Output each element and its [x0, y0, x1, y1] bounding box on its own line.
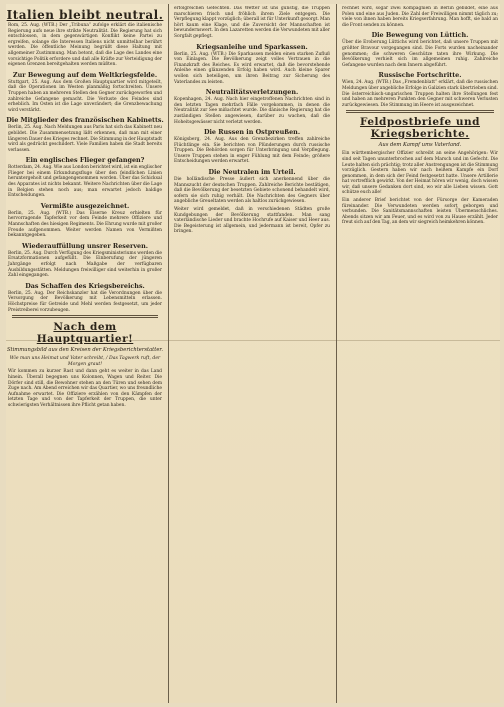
headline-hauptquartier: Nach dem Hauptquartier! [36, 321, 134, 346]
subheadline: Die Bewegung von Lüttich. [371, 31, 469, 40]
subheadline: Das Schaffen des Kriegsbereichs. [25, 281, 145, 290]
subheadline: Russische Fortschritte. [378, 71, 462, 80]
article-text: Berlin, 25. Aug. (WTB.) Das Eiserne Kreuz erhielten für hervorragende Tapferkeit vor dem Feinde mehrere Offiziere und Mannschaften des hiesigen Regiments. Die Ehrung wurde mit großer Freude aufgenommen. Weiter werden Namen von Vermißten bekanntgegeben. [8, 210, 162, 239]
article-text: erfolgreichen Gefechten. Das Wetter ist uns günstig, die Truppen marschieren frisch und fröhlich ihrem Ziele entgegen. Die Verpflegung klappt vorzüglich; überall ist für Unterkunft gesorgt. Man hört kaum eine Klage, und die Zuversicht der Mannschaften ist bewundernswert. In den Lazaretten werden die Verwundeten mit aller Sorgfalt gepflegt. [174, 6, 330, 39]
article-text: Rom, 25. Aug. (WTB.) Der „Tribuna“ zufolge erklärt die italienische Regierung aufs neue ihre strikte Neutralität. Die Regierung hat sich entschlossen, in dem gegenwärtigen Konflikt keine Partei zu ergreifen, solange die Interessen Italiens nicht unmittelbar berührt werden. Die öffentliche Meinung begrüßt diese Haltung mit allgemeiner Zustimmung. Man betont, daß die Lage des Landes eine vorsichtige Politik erfordere und daß alle Kräfte zur Verteidigung der eigenen Grenzen bereitgehalten werden müßten. [8, 23, 162, 68]
article-text: Über die Eroberung Lüttichs wird berichtet, daß unsere Truppen mit größter Bravour vorgegangen sind. Die Forts wurden nacheinander genommen; die schweren Geschütze taten ihre Wirkung. Die Bevölkerung verhielt sich im allgemeinen ruhig. Zahlreiche Gefangene wurden nach dem Innern abgeführt. [342, 40, 498, 68]
article-text: Kopenhagen, 24. Aug. Nach hier eingetroffenen Nachrichten sind in den letzten Tagen mehrfach Fälle vorgekommen, in denen die Neutralität zur See mißachtet wurde. Die dänische Regierung hat die zuständigen Stellen angewiesen, darüber zu wachen, daß die Hoheitsgewässer nicht verletzt werden. [174, 97, 330, 125]
column-middle [172, 6, 332, 701]
article-text: rechnet wird, sogar zwei Kompagnien in Berlin gebildet, eine aus Polen und eine aus Juden. Die Zahl der Freiwilligen nimmt täglich zu; viele von ihnen haben bereits Kriegserfahrung. Man hofft, sie bald an die Front senden zu können. [342, 6, 498, 28]
article-text: Königsberg, 24. Aug. Aus den Grenzbezirken treffen zahlreiche Flüchtlinge ein. Sie berichten von Plünderungen durch russische Truppen. Die Behörden sorgen für Unterbringung und Verpflegung. Unsere Truppen stehen in enger Fühlung mit dem Feinde; größere Entscheidungen werden erwartet. [174, 137, 330, 165]
article-text: Ein württembergischer Offizier schreibt an seine Angehörigen: Wir sind seit Tagen ununterbrochen auf dem Marsch und im Gefecht. Die Leute halten sich prächtig; trotz aller Anstrengungen ist die Stimmung vorzüglich. Gestern haben wir nach heißem Kampfe ein Dorf genommen, in dem sich der Feind festgesetzt hatte. Unsere Artillerie hat vortrefflich gewirkt. Von der Heimat hören wir wenig, doch wissen wir, daß unsere Gedanken dort sind, wo wir alle Lieben wissen. Gott schütze euch alle! [342, 151, 498, 196]
column-right [340, 6, 500, 701]
subheadline: Ein englisches Flieger gefangen? [25, 156, 145, 165]
subheadline: Die Russen in Ostpreußen. [203, 128, 301, 137]
article-text: Berlin, 25. Aug. Durch Verfügung des Kriegsministeriums werden die Ersatzformationen aufgefüllt. Die Einberufung der jüngeren Jahrgänge erfolgt nach Maßgabe der verfügbaren Ausbildungsstätten. Meldungen freiwilliger sind weiterhin in großer Zahl eingegangen. [8, 250, 162, 279]
headline-subtitle: Aus dem Kampf ums Vaterland. [378, 142, 462, 149]
article-text: Berlin, 25. Aug. Nach Meldungen aus Paris hat sich das Kabinett neu gebildet. Die Zusammensetzung läßt erkennen, daß man mit einer längeren Dauer des Krieges rechnet. Die Stimmung in der Hauptstadt wird als gedrückt geschildert. Viele Familien haben die Stadt bereits verlassen. [8, 125, 162, 153]
column-left [6, 6, 164, 701]
article-text: Berlin, 25. Aug. Der Reichskanzler hat die Verordnungen über die Versorgung der Bevölkerung mit Lebensmitteln erlassen. Höchstpreise für Getreide und Mehl werden festgesetzt, um jeder Preistreiberei vorzubeugen. [8, 290, 162, 313]
headline-subtitle: Stimmungsbild aus den Kreisen der Kriegsberichterstatter. [7, 347, 163, 354]
article-text: Stuttgart, 25. Aug. Aus dem Großen Hauptquartier wird mitgeteilt, daß die Operationen im Westen planmäßig fortschreiten. Unsere Truppen haben an mehreren Stellen den Gegner zurückgeworfen und zahlreiche Gefangene gemacht. Die Verluste des Feindes sind erheblich. Im Osten ist die Lage unverändert; die Grenzbewachung wird verstärkt. [8, 79, 162, 113]
article-text: Ein anderer Brief berichtet von der Fürsorge der Kameraden füreinander. Die Verwundeten werden sofort geborgen und verbunden. Die Sanitätsmannschaften leisten Übermenschliches. Abends sitzen wir am Feuer, und es wird von zu Hause erzählt. Jeder freut sich auf den Tag, an dem wir siegreich heimkehren können. [342, 198, 498, 226]
section-divider [346, 110, 494, 113]
subheadline: Vermißte ausgezeichnet. [40, 201, 130, 210]
subheadline: Die Mitglieder des französischen Kabinetts. [6, 116, 164, 125]
headline-italy: Italien bleibt neutral. [6, 8, 164, 22]
subheadline: Zur Bewegung auf dem Weltkriegsfelde. [12, 70, 158, 79]
article-text: Berlin, 25. Aug. (WTB.) Die Sparkassen melden einen starken Zufluß von Einlagen. Die Bevölkerung zeigt volles Vertrauen in die Finanzkraft des Reiches. Es wird erwartet, daß die bevorstehende Anleihe einen glänzenden Erfolg haben wird. Auch kleine Sparer wollen sich beteiligen, um ihren Beitrag zur Sicherung des Vaterlandes zu leisten. [174, 51, 330, 85]
column-rule [336, 4, 337, 703]
subheadline: Wiederauffüllung unsrer Reserven. [22, 241, 148, 250]
article-text: Weiter wird gemeldet, daß in verschiedenen Städten große Kundgebungen der Bevölkerung stattfanden. Man sang vaterländische Lieder und brachte Hochrufe auf Kaiser und Heer aus. Die Begeisterung ist allgemein, und jedermann ist bereit, Opfer zu bringen. [174, 207, 330, 235]
column-rule [168, 4, 169, 703]
article-text: Die holländische Presse äußert sich anerkennend über die Mannszucht der deutschen Truppen. Zahlreiche Berichte bestätigen, daß die Bevölkerung der besetzten Gebiete schonend behandelt wird, sofern sie sich ruhig verhält. Die Nachrichten des Gegners über angebliche Greueltaten werden als haltlos zurückgewiesen. [174, 177, 330, 205]
poem-lines: Wie man uns Heimat und Vater schreibt, / Das Tagwerk ruft, der Morgen graut! [9, 356, 161, 367]
article-text: Rotterdam, 24. Aug. Wie aus London berichtet wird, ist ein englischer Flieger bei einem Erkundungsfluge über den feindlichen Linien heruntergeholt und gefangengenommen worden. Über das Schicksal des Apparates ist nichts bekannt. Weitere Nachrichten über die Lage in Belgien stehen noch aus; man erwartet jedoch baldige Entscheidungen. [8, 165, 162, 199]
subheadline: Kriegsanleihe und Sparkassen. [196, 42, 308, 51]
subheadline: Die Neutralen im Urteil. [208, 168, 296, 177]
section-divider [12, 315, 158, 318]
article-text: Wir kommen zu kurzer Rast und dann geht es weiter in das Land hinein. Überall begegnen uns Kolonnen, Wagen und Reiter. Die Dörfer sind still, die Bewohner stehen an den Türen und sehen dem Zuge nach. Am Abend erreichen wir das Quartier, wo uns freundliche Aufnahme erwartet. Die Offiziere erzählen von den Kämpfen der letzten Tage und von der Tapferkeit der Truppen, die unter schwierigsten Verhältnissen ihre Pflicht getan haben. [8, 369, 162, 408]
headline-feldpostbriefe: Feldpostbriefe und Kriegsberichte. [359, 116, 480, 141]
newspaper-page [6, 4, 500, 703]
article-text: Wien, 24. Aug. (WTB.) Das „Fremdenblatt“ erklärt, daß die russischen Meldungen über angebliche Erfolge in Galizien stark übertrieben sind. Die österreichisch-ungarischen Truppen halten ihre Stellungen fest und haben an mehreren Punkten den Gegner mit schweren Verlusten zurückgewiesen. Die Stimmung im Heere ist ausgezeichnet. [342, 80, 498, 108]
subheadline: Neutralitätsverletzungen. [205, 88, 299, 97]
